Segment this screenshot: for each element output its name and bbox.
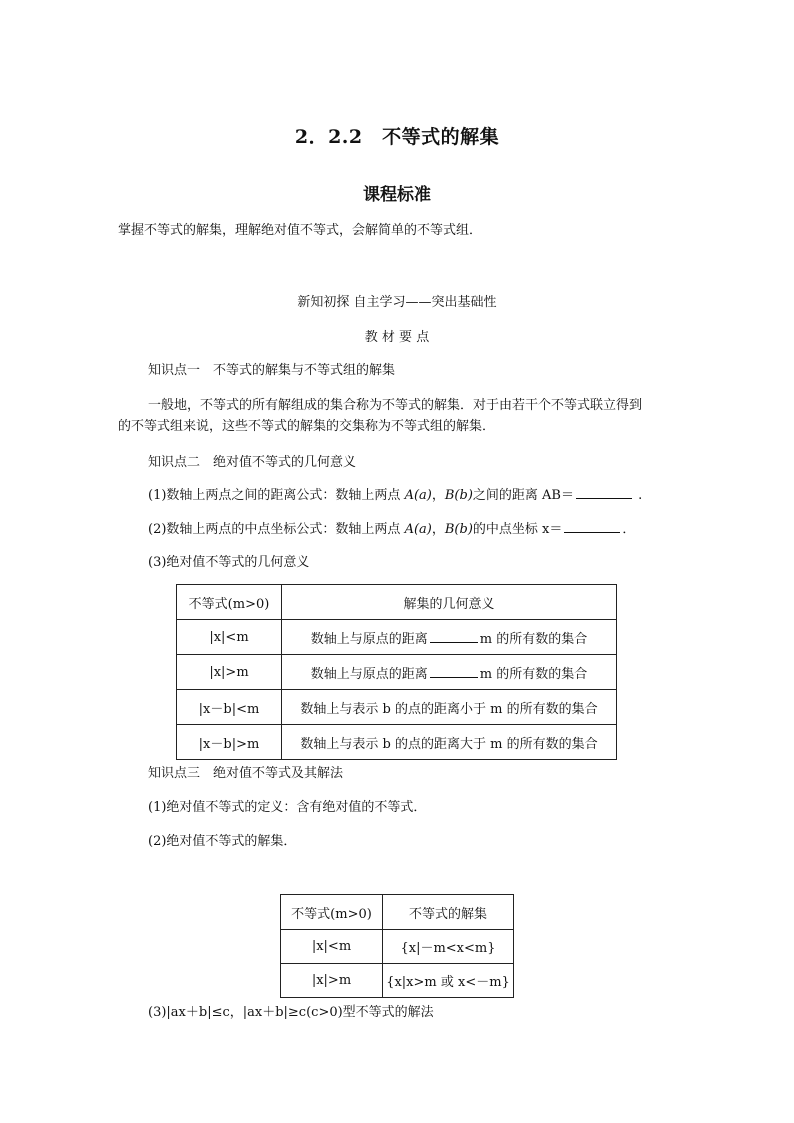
table-cell-ineq: |x|<m bbox=[281, 930, 383, 964]
table-cell-solution: {x|x>m 或 x<－m} bbox=[383, 964, 514, 998]
kp2-item2-end: ． bbox=[622, 522, 636, 537]
table-header-cell: 不等式的解集 bbox=[383, 895, 514, 930]
section-heading-curriculum: 课程标准 bbox=[363, 185, 431, 205]
answer-blank[interactable] bbox=[576, 486, 632, 499]
table-row bbox=[281, 930, 514, 964]
kp3-item3: (3)|ax＋b|≤c，|ax＋b|≥c(c>0)型不等式的解法 bbox=[148, 1005, 434, 1020]
kp2-item1-pre: (1)数轴上两点之间的距离公式：数轴上两点 bbox=[148, 488, 405, 503]
kp2-item2-comma: ， bbox=[431, 522, 445, 537]
table-cell-meaning: 数轴上与表示 b 的点的距离大于 m 的所有数的集合 bbox=[282, 725, 617, 760]
table-header-cell: 不等式(m>0) bbox=[281, 895, 383, 930]
table-cell-ineq: |x－b|<m bbox=[177, 690, 282, 725]
kp2-item1 bbox=[148, 484, 642, 503]
table-header-row bbox=[177, 585, 617, 620]
kp2-item2-point-a: A(a) bbox=[404, 522, 432, 537]
table-row bbox=[177, 725, 617, 760]
meaning-pre: 数轴上与原点的距离 bbox=[310, 666, 428, 682]
kp2-item1-point-a: A(a) bbox=[404, 488, 432, 503]
kp2-item1-post: 之间的距离 AB＝ bbox=[472, 488, 574, 503]
kp2-item2-point-b: B(b) bbox=[444, 522, 473, 537]
kp1-heading: 知识点一 不等式的解集与不等式组的解集 bbox=[148, 363, 396, 378]
kp2-item1-point-b: B(b) bbox=[444, 488, 473, 503]
table-header-cell: 解集的几何意义 bbox=[282, 585, 617, 620]
meaning-pre: 数轴上与原点的距离 bbox=[310, 631, 428, 647]
table-cell-meaning bbox=[282, 620, 617, 655]
kp2-item2-post: 的中点坐标 x＝ bbox=[472, 522, 563, 537]
curriculum-text: 掌握不等式的解集，理解绝对值不等式，会解简单的不等式组． bbox=[118, 223, 483, 238]
solution-table bbox=[280, 894, 514, 998]
table-cell-ineq: |x|>m bbox=[177, 655, 282, 690]
table-row bbox=[177, 655, 617, 690]
sub-banner: 教 材 要 点 bbox=[364, 330, 430, 345]
kp2-item2-pre: (2)数轴上两点的中点坐标公式：数轴上两点 bbox=[148, 522, 405, 537]
table-row bbox=[177, 620, 617, 655]
kp2-item1-comma: ， bbox=[431, 488, 445, 503]
answer-blank[interactable] bbox=[564, 520, 620, 533]
table-cell-ineq: |x|>m bbox=[281, 964, 383, 998]
kp3-heading: 知识点三 绝对值不等式及其解法 bbox=[148, 766, 344, 781]
table-row bbox=[281, 964, 514, 998]
page-title: 2．2.2 不等式的解集 bbox=[294, 126, 500, 148]
kp2-item1-end: . bbox=[633, 488, 643, 503]
answer-blank[interactable] bbox=[430, 630, 478, 643]
answer-blank[interactable] bbox=[430, 665, 478, 678]
kp2-item2 bbox=[148, 518, 635, 537]
table-cell-meaning: 数轴上与表示 b 的点的距离小于 m 的所有数的集合 bbox=[282, 690, 617, 725]
kp1-line1: 一般地，不等式的所有解组成的集合称为不等式的解集．对于由若干个不等式联立得到 bbox=[148, 398, 643, 413]
table-header-cell: 不等式(m>0) bbox=[177, 585, 282, 620]
table-cell-solution: {x|－m<x<m} bbox=[383, 930, 514, 964]
kp1-line2: 的不等式组来说，这些不等式的解集的交集称为不等式组的解集． bbox=[118, 419, 496, 434]
kp3-item2: (2)绝对值不等式的解集． bbox=[148, 834, 297, 849]
table-row bbox=[177, 690, 617, 725]
meaning-post: m 的所有数的集合 bbox=[479, 666, 588, 682]
table-cell-ineq: |x－b|>m bbox=[177, 725, 282, 760]
table-header-row bbox=[281, 895, 514, 930]
kp2-heading: 知识点二 绝对值不等式的几何意义 bbox=[148, 455, 357, 470]
meaning-post: m 的所有数的集合 bbox=[479, 631, 588, 647]
kp2-item3: (3)绝对值不等式的几何意义 bbox=[148, 555, 310, 570]
geometric-meaning-table bbox=[176, 584, 617, 760]
table-cell-meaning bbox=[282, 655, 617, 690]
kp3-item1: (1)绝对值不等式的定义：含有绝对值的不等式． bbox=[148, 800, 427, 815]
banner: 新知初探 自主学习——突出基础性 bbox=[297, 295, 497, 310]
table-cell-ineq: |x|<m bbox=[177, 620, 282, 655]
